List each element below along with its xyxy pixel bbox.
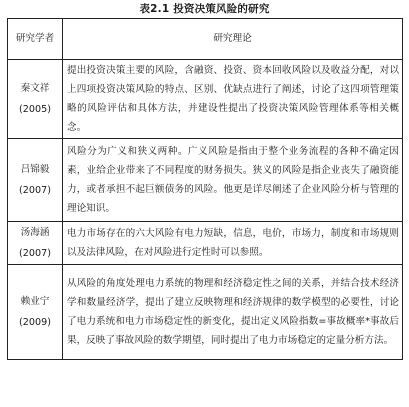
- table-header: [8, 19, 403, 60]
- table-row: [8, 139, 403, 222]
- theory-cell: 电力市场存在的六大风险有电力短缺，信息，电价，市场力，制度和市场规则以及法律风险，在对风险进行定性时可以参照。: [63, 222, 403, 265]
- theory-cell: 从风险的角度处理电力系统的物理和经济稳定性之间的关系，并结合技术经济学和数量经济学，提出了建立反映物理和经济规律的数学模型的必要性，讨论了电力系统和电力市场稳定性的新变化，提出定义风险指数=事故概率*事故后果，反映了事故风险的数学期望，同时提出了电力市场稳定的定量分析方法。: [63, 265, 403, 360]
- author-name: 秦文祥: [20, 83, 50, 94]
- table-caption: 表2.1 投资决策风险的研究: [139, 3, 270, 15]
- author-name: 吕锦毅: [20, 164, 50, 175]
- table-row: [8, 60, 403, 139]
- theory-cell: 风险分为广义和狭义两种。广义风险是指由于整个业务流程的各种不确定因素，业给企业带来了不同程度的财务损失。狭义的风险是指企业丧失了融资能力，或者承担不起巨额债务的风险。他更是详尽阐述了企业风险分析与管理的理论知识。: [63, 139, 403, 222]
- header-theory: 研究理论: [63, 19, 403, 60]
- author-cell: [8, 60, 63, 139]
- header-row: [8, 19, 403, 60]
- author-name: 汤海涵: [20, 227, 50, 238]
- header-scholar: 研究学者: [8, 19, 63, 60]
- author-year: (2007): [19, 248, 51, 259]
- author-name: 赖业宁: [20, 296, 50, 307]
- theory-cell: 提出投资决策主要的风险，含融资、投资、资本回收风险以及收益分配，对以上四项投资决策风险的特点、区别、优缺点进行了阐述，讨论了这四项管理策略的风险评估和具体方法，并建设性提出了投资决策风险管理体系等相关概念。: [63, 60, 403, 139]
- author-year: (2009): [19, 317, 51, 328]
- author-year: (2005): [19, 104, 51, 115]
- table-row: [8, 265, 403, 360]
- table-row: [8, 222, 403, 265]
- table-body: [8, 60, 403, 360]
- author-cell: [8, 265, 63, 360]
- author-cell: [8, 222, 63, 265]
- research-table: [7, 18, 403, 360]
- author-cell: [8, 139, 63, 222]
- author-year: (2007): [19, 185, 51, 196]
